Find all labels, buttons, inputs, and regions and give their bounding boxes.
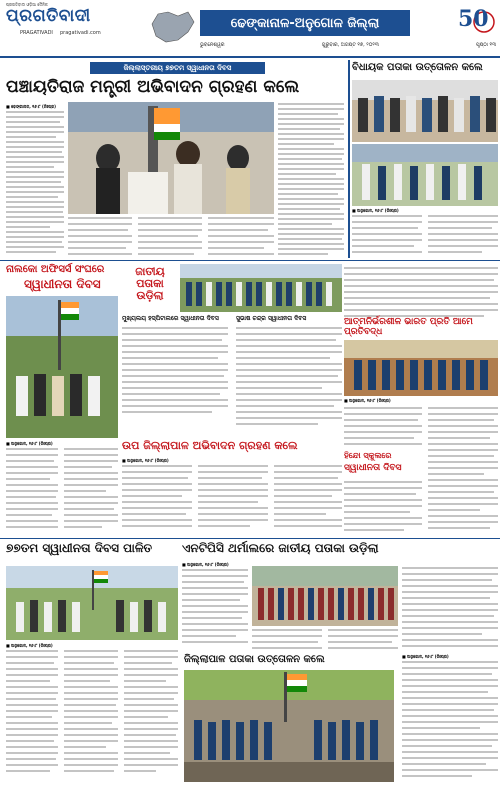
ntpc-text-col1: [182, 568, 248, 650]
top-right-text: [352, 214, 498, 258]
top-right-byline: ■ ଅନୁଗୋଳ, ୧୬।୮ (ନିଃପ୍ର): [352, 208, 399, 213]
small-story-1-headline: ମୁଖ୍ୟଲୟ ହସ୍ପିଟାଲରେ ସ୍ୱାଧୀନତା ଦିବସ: [122, 315, 219, 322]
small-stories-text: [122, 326, 342, 438]
newspaper-logo-sub: PRAGATIVADI: [20, 30, 53, 36]
section-divider: [0, 260, 500, 261]
newspaper-logo: ପ୍ରଗତିବାଦୀ: [6, 6, 91, 26]
upa-headline: ଉପ ଜିଲ୍ଲାପାଳ ଅଭିବାଦନ ଗ୍ରହଣ କଲେ: [122, 439, 298, 452]
district-byline: ■ ଅନୁଗୋଳ, ୧୬।୮ (ନିଃପ୍ର): [402, 654, 449, 659]
jatiya-headline: ଜାତୀୟ ପତାକା ଉଡ଼ିଲା: [135, 265, 165, 303]
nalco-headline-1: ନାଲକୋ ଅଫିସର୍ସ ସଂଘରେ: [6, 264, 105, 275]
district-text: [402, 660, 498, 784]
ntpc-text-col3: [402, 566, 498, 650]
region-title: ଢେଙ୍କାନାଳ-ଅନୁଗୋଳ ଜିଲ୍ଲା: [200, 10, 410, 36]
top-right-photo: [352, 80, 498, 142]
upa-text: [122, 464, 342, 536]
ntpc-text-col2: [252, 628, 398, 650]
main-story-kicker: ଜିଲ୍ଲାସ୍ତରୀୟ ୭୭ତମ ସ୍ୱାଧୀନତା ଦିବସ: [90, 62, 265, 74]
hindi-headline-2: ସ୍ୱାଧୀନତା ଦିବସ: [344, 463, 402, 473]
ntpc-headline: ଏନଟିପିସି ଥର୍ମାଲରେ ଜାତୀୟ ପତାକା ଉଡ଼ିଲା: [182, 541, 379, 555]
upa-byline: ■ ଅନୁଗୋଳ, ୧୬।୮ (ନିଃପ୍ର): [122, 458, 169, 463]
anniversary-number: 50: [458, 6, 489, 32]
nalco-photo: [6, 296, 118, 438]
main-story-text-col2: [68, 216, 274, 258]
ntpc-photo: [252, 566, 398, 626]
atmanirbhar-photo: [344, 340, 498, 396]
district-map-icon: [148, 6, 196, 46]
bottom-left-text: [6, 649, 178, 783]
main-story-photo: [68, 102, 274, 214]
bottom-left-headline: ୭୭ତମ ସ୍ୱାଧୀନତା ଦିବସ ପାଳିତ: [6, 541, 153, 555]
date-text: ଗୁରୁବାର, ଅଗଷ୍ଟ ୧୭, ୨୦୨୩: [321, 42, 379, 48]
top-right-headline: ବିଧାୟକ ପତାକା ଉତ୍ତୋଳନ କଲେ: [352, 62, 483, 73]
main-story-text-col3: [278, 102, 344, 258]
ntpc-byline: ■ ଅନୁଗୋଳ, ୧୬।୮ (ନିଃପ୍ର): [182, 562, 229, 567]
hindi-headline-1: ହିନ୍ଦୋ ସ୍କୁଲରେ: [344, 451, 392, 460]
district-headline: ଜିଲ୍ଲାପାଳ ପତାକା ଉତ୍ତୋଳନ କଲେ: [184, 654, 325, 665]
date-city: ଭୁବନେଶ୍ୱର: [200, 42, 225, 48]
bottom-left-photo: [6, 566, 178, 640]
top-right-photo-2: [352, 144, 498, 206]
section-divider-2: [0, 538, 500, 539]
jatiya-photo: [180, 264, 342, 312]
small-story-2-headline: ସୁଭାଷ ଚନ୍ଦ୍ର ସ୍ୱାଧୀନତା ଦିବସ: [236, 315, 307, 322]
nalco-byline: ■ ଅନୁଗୋଳ, ୧୬।୮ (ନିଃପ୍ର): [6, 441, 53, 446]
main-story-text-col1: [6, 110, 64, 258]
column-rule: [348, 60, 350, 258]
nalco-headline-2: ସ୍ୱାଧୀନତା ଦିବସ: [24, 277, 101, 291]
masthead-tagline: ପ୍ରଗତିବାଦୀ ଓଡ଼ିଆ ଦୈନିକ: [6, 2, 48, 7]
main-story-byline: ■ ଢେଙ୍କାନାଳ, ୧୬।୮ (ନିଃପ୍ର): [6, 104, 57, 109]
right-lower-text: [344, 406, 498, 536]
district-photo: [184, 670, 394, 782]
date-bar: [200, 42, 496, 52]
atmanirbhar-headline: ଆତ୍ମନିର୍ଭରଶୀଳ ଭାରତ ପ୍ରତି ଆମେ ପ୍ରତିବଦ୍ଧ: [344, 317, 473, 337]
right-column-text-block: [344, 264, 498, 324]
newspaper-website: pragativadi.com: [60, 30, 101, 36]
main-story-headline: ପଞ୍ଚାୟତିରାଜ ମନ୍ତ୍ରୀ ଅଭିବାଦନ ଗ୍ରହଣ କଲେ: [6, 77, 300, 97]
page-number: ପୃଷ୍ଠା ୧୩: [475, 42, 496, 48]
nalco-text: [6, 447, 118, 535]
bottom-left-byline: ■ ଅନୁଗୋଳ, ୧୬।୮ (ନିଃପ୍ର): [6, 643, 53, 648]
atmanirbhar-byline: ■ ଅନୁଗୋଳ, ୧୬।୮ (ନିଃପ୍ର): [344, 398, 391, 403]
